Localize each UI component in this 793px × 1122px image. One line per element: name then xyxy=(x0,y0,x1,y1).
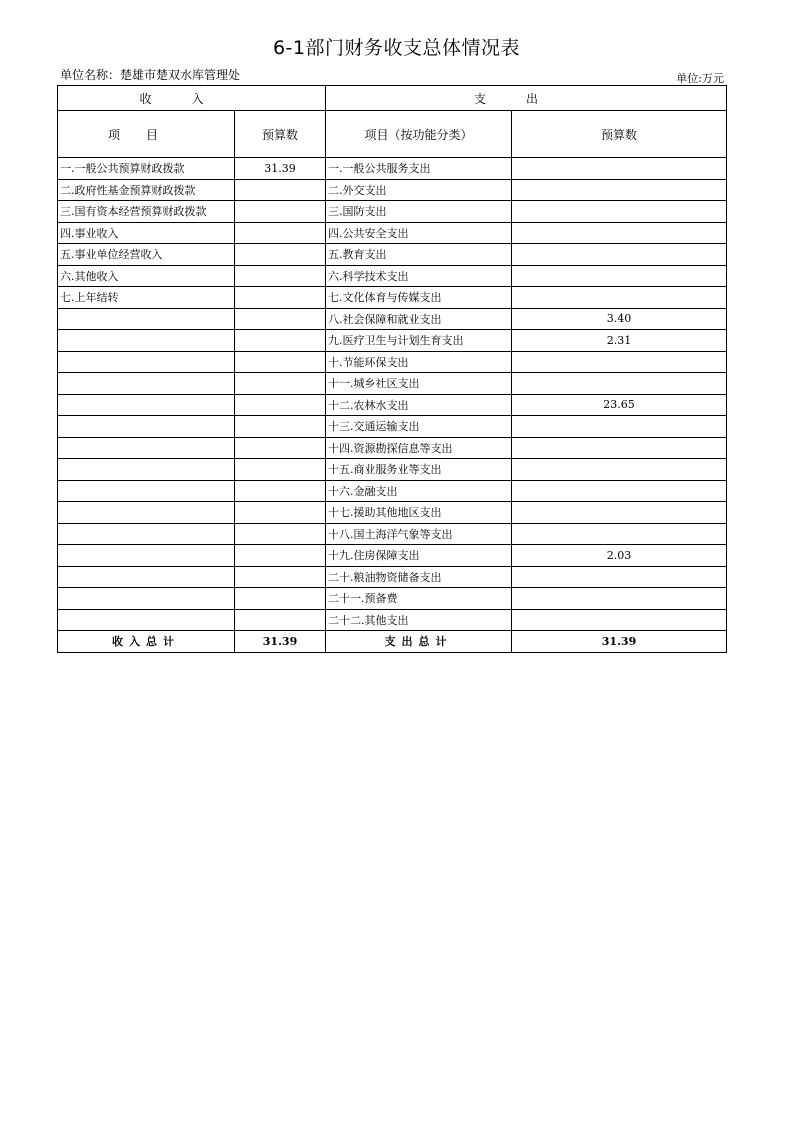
expense-amount-cell xyxy=(512,609,727,631)
table-row xyxy=(58,158,727,180)
income-header: 收入 xyxy=(58,86,326,111)
income-amount-cell xyxy=(235,265,326,287)
expense-item-cell: 九.医疗卫生与计划生育支出 xyxy=(326,330,512,352)
income-amount-cell xyxy=(235,437,326,459)
expense-amount-cell xyxy=(512,265,727,287)
expense-item-cell: 十.节能环保支出 xyxy=(326,351,512,373)
income-amount-cell xyxy=(235,244,326,266)
expense-amount-cell: 2.03 xyxy=(512,545,727,567)
income-item-cell xyxy=(58,609,235,631)
income-item-cell xyxy=(58,459,235,481)
unit-label: 单位:万元 xyxy=(676,72,724,85)
income-amount-cell xyxy=(235,351,326,373)
table-row xyxy=(58,394,727,416)
income-item-cell xyxy=(58,502,235,524)
table-row xyxy=(58,416,727,438)
income-amount-cell xyxy=(235,287,326,309)
table-row xyxy=(58,244,727,266)
expense-amount-cell xyxy=(512,523,727,545)
expense-item-cell: 十九.住房保障支出 xyxy=(326,545,512,567)
income-item-cell: 二.政府性基金预算财政拨款 xyxy=(58,179,235,201)
income-item-cell xyxy=(58,351,235,373)
expense-item-cell: 十三.交通运输支出 xyxy=(326,416,512,438)
income-amount-cell xyxy=(235,179,326,201)
expense-amount-cell xyxy=(512,502,727,524)
expense-item-cell: 十一.城乡社区支出 xyxy=(326,373,512,395)
expense-item-cell: 五.教育支出 xyxy=(326,244,512,266)
income-item-cell xyxy=(58,545,235,567)
expense-item-cell: 一.一般公共服务支出 xyxy=(326,158,512,180)
income-item-cell xyxy=(58,437,235,459)
income-amount-cell xyxy=(235,523,326,545)
income-item-cell xyxy=(58,566,235,588)
table-row xyxy=(58,545,727,567)
finance-table xyxy=(57,85,727,653)
table-row xyxy=(58,265,727,287)
table-row xyxy=(58,373,727,395)
income-item-cell xyxy=(58,416,235,438)
income-item-cell xyxy=(58,588,235,610)
unit-name: 单位名称：楚雄市楚双水库管理处 xyxy=(60,68,241,82)
income-amount-cell xyxy=(235,502,326,524)
expense-amount-cell xyxy=(512,201,727,223)
table-row xyxy=(58,566,727,588)
expense-amount-cell xyxy=(512,588,727,610)
table-row xyxy=(58,222,727,244)
income-amount-cell xyxy=(235,480,326,502)
expense-item-cell: 二.外交支出 xyxy=(326,179,512,201)
income-item-cell: 三.国有资本经营预算财政拨款 xyxy=(58,201,235,223)
expense-amount-cell xyxy=(512,459,727,481)
income-amount-cell xyxy=(235,588,326,610)
income-item-cell xyxy=(58,523,235,545)
expense-amount-cell xyxy=(512,222,727,244)
expense-item-cell: 十六.金融支出 xyxy=(326,480,512,502)
table-row xyxy=(58,351,727,373)
table-row xyxy=(58,588,727,610)
income-item-cell: 七.上年结转 xyxy=(58,287,235,309)
income-amount-cell xyxy=(235,545,326,567)
expense-amount-cell xyxy=(512,416,727,438)
expense-amount-cell: 3.40 xyxy=(512,308,727,330)
expense-total-value: 31.39 xyxy=(512,631,727,653)
income-total-label: 收入总计 xyxy=(58,631,235,653)
page-title: 6-1部门财务收支总体情况表 xyxy=(272,37,521,59)
expense-item-cell: 七.文化体育与传媒支出 xyxy=(326,287,512,309)
expense-header: 支出 xyxy=(326,86,727,111)
expense-amount-cell xyxy=(512,244,727,266)
income-item-cell xyxy=(58,373,235,395)
expense-budget-header: 预算数 xyxy=(512,111,727,158)
expense-amount-cell xyxy=(512,158,727,180)
income-item-cell: 四.事业收入 xyxy=(58,222,235,244)
expense-item-cell: 十八.国土海洋气象等支出 xyxy=(326,523,512,545)
table-row xyxy=(58,308,727,330)
income-item-header: 项目 xyxy=(58,111,235,158)
total-row xyxy=(58,631,727,653)
table-row xyxy=(58,523,727,545)
income-item-cell xyxy=(58,330,235,352)
expense-amount-cell xyxy=(512,480,727,502)
income-amount-cell: 31.39 xyxy=(235,158,326,180)
income-amount-cell xyxy=(235,459,326,481)
expense-item-cell: 十四.资源勘探信息等支出 xyxy=(326,437,512,459)
income-amount-cell xyxy=(235,566,326,588)
income-item-cell: 五.事业单位经营收入 xyxy=(58,244,235,266)
income-amount-cell xyxy=(235,222,326,244)
expense-amount-cell: 2.31 xyxy=(512,330,727,352)
expense-item-cell: 十七.援助其他地区支出 xyxy=(326,502,512,524)
expense-item-cell: 三.国防支出 xyxy=(326,201,512,223)
table-row xyxy=(58,609,727,631)
expense-item-cell: 四.公共安全支出 xyxy=(326,222,512,244)
expense-item-cell: 十二.农林水支出 xyxy=(326,394,512,416)
expense-item-cell: 二十一.预备费 xyxy=(326,588,512,610)
income-amount-cell xyxy=(235,373,326,395)
income-item-cell xyxy=(58,308,235,330)
table-row xyxy=(58,459,727,481)
table-row xyxy=(58,480,727,502)
income-total-value: 31.39 xyxy=(235,631,326,653)
expense-amount-cell xyxy=(512,566,727,588)
expense-amount-cell xyxy=(512,373,727,395)
expense-amount-cell xyxy=(512,437,727,459)
income-amount-cell xyxy=(235,416,326,438)
expense-item-cell: 八.社会保障和就业支出 xyxy=(326,308,512,330)
expense-item-header: 项目（按功能分类） xyxy=(326,111,512,158)
expense-total-label: 支出总计 xyxy=(326,631,512,653)
income-amount-cell xyxy=(235,330,326,352)
table-row xyxy=(58,330,727,352)
expense-item-cell: 六.科学技术支出 xyxy=(326,265,512,287)
expense-amount-cell: 23.65 xyxy=(512,394,727,416)
table-body xyxy=(58,158,727,631)
expense-amount-cell xyxy=(512,179,727,201)
income-amount-cell xyxy=(235,308,326,330)
income-item-cell xyxy=(58,394,235,416)
expense-amount-cell xyxy=(512,287,727,309)
income-amount-cell xyxy=(235,201,326,223)
table-row xyxy=(58,287,727,309)
expense-item-cell: 十五.商业服务业等支出 xyxy=(326,459,512,481)
income-budget-header: 预算数 xyxy=(235,111,326,158)
income-amount-cell xyxy=(235,394,326,416)
table-row xyxy=(58,437,727,459)
expense-item-cell: 二十二.其他支出 xyxy=(326,609,512,631)
table-row xyxy=(58,179,727,201)
income-amount-cell xyxy=(235,609,326,631)
expense-item-cell: 二十.粮油物资储备支出 xyxy=(326,566,512,588)
income-item-cell xyxy=(58,480,235,502)
table-row xyxy=(58,201,727,223)
table-row xyxy=(58,502,727,524)
expense-amount-cell xyxy=(512,351,727,373)
income-item-cell: 六.其他收入 xyxy=(58,265,235,287)
income-item-cell: 一.一般公共预算财政拨款 xyxy=(58,158,235,180)
